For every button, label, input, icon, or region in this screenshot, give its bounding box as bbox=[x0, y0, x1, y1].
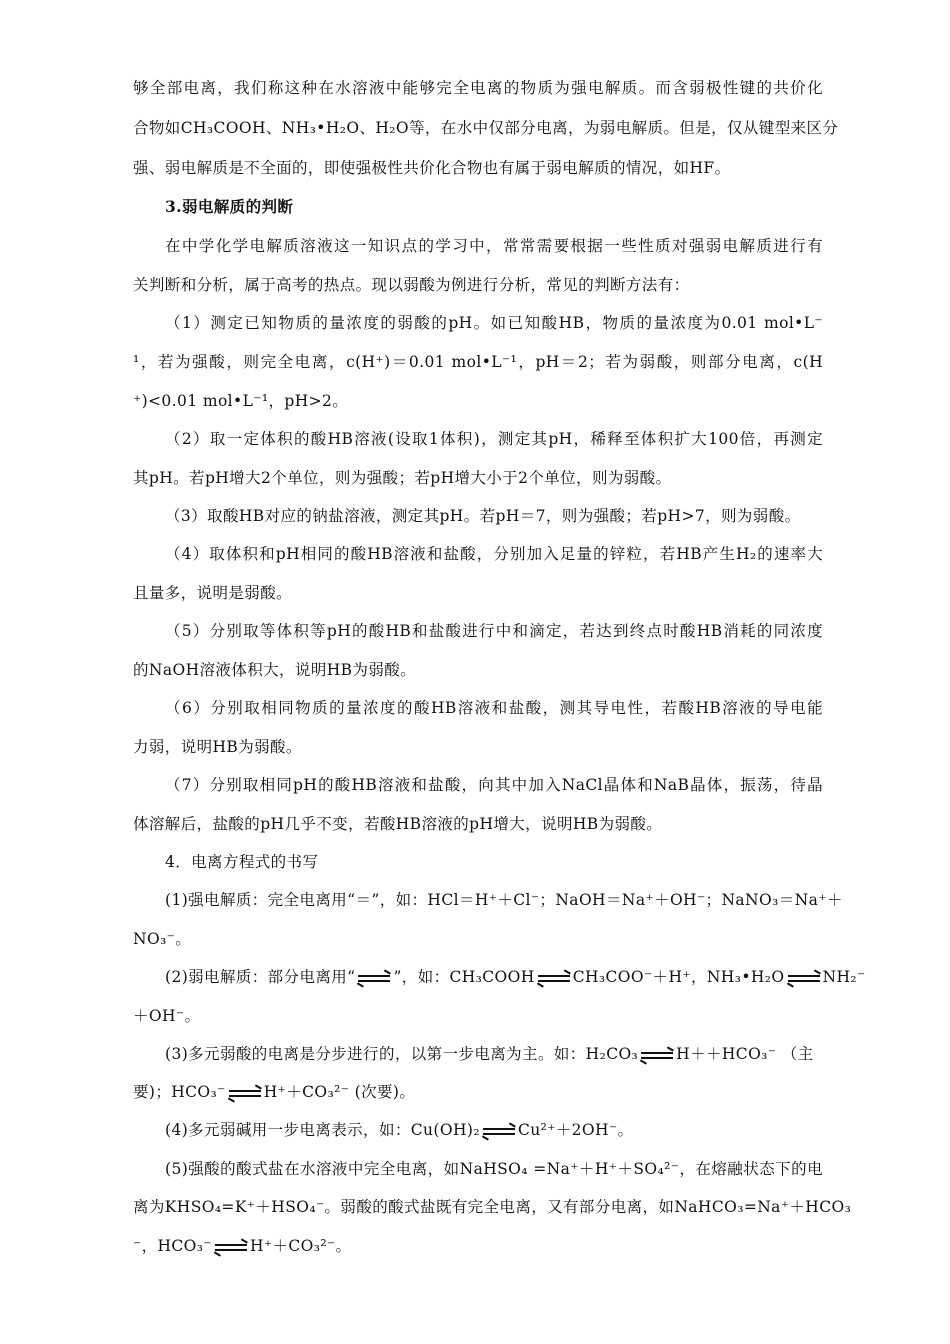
equation-text: 要)；HCO₃⁻ bbox=[133, 1083, 226, 1101]
section-heading: 3.弱电解质的判断 bbox=[165, 197, 294, 216]
method-line: （7）分别取相同pH的酸HB溶液和盐酸，向其中加入NaCl晶体和NaB晶体，振荡，待晶 bbox=[165, 776, 823, 794]
method-line: （1）测定已知物质的量浓度的弱酸的pH。如已知酸HB，物质的量浓度为0.01 mol•L⁻ bbox=[165, 314, 823, 332]
method-line: （5）分别取等体积等pH的酸HB和盐酸进行中和滴定，若达到终点时酸HB消耗的同浓度 bbox=[165, 622, 823, 640]
reversible-arrow-icon bbox=[639, 1050, 675, 1060]
method-line: 体溶解后，盐酸的pH几乎不变，若酸HB溶液的pH增大，说明HB为弱酸。 bbox=[133, 815, 663, 833]
equation-text: NH₂⁻ bbox=[822, 968, 866, 986]
equation-text: CH₃COO⁻＋H⁺，NH₃•H₂O bbox=[572, 968, 785, 986]
equation-text: ”，如：CH₃COOH bbox=[393, 968, 535, 986]
reversible-arrow-icon bbox=[356, 973, 392, 983]
equation-line bbox=[165, 1120, 823, 1140]
reversible-arrow-icon bbox=[227, 1088, 263, 1098]
method-line: 其pH。若pH增大2个单位，则为强酸；若pH增大小于2个单位，则为弱酸。 bbox=[133, 469, 672, 487]
method-line: （6）分别取相同物质的量浓度的酸HB溶液和盐酸，测其导电性，若酸HB溶液的导电能 bbox=[165, 699, 823, 717]
reversible-arrow-icon bbox=[213, 1242, 249, 1252]
method-line: （4）取体积和pH相同的酸HB溶液和盐酸，分别加入足量的锌粒，若HB产生H₂的速率大 bbox=[165, 545, 823, 563]
equation-text: (2)弱电解质：部分电离用“ bbox=[165, 968, 356, 986]
equation-text: H＋＋HCO₃⁻ （主 bbox=[676, 1045, 814, 1063]
reversible-arrow-icon bbox=[536, 973, 572, 983]
method-line: （3）取酸HB对应的钠盐溶液，测定其pH。若pH＝7，则为强酸；若pH>7，则为弱酸。 bbox=[165, 507, 801, 525]
method-line: ¹，若为强酸，则完全电离，c(H⁺)＝0.01 mol•L⁻¹，pH＝2；若为弱酸，则部分电离，c(H bbox=[133, 353, 823, 371]
section-heading: 4．电离方程式的书写 bbox=[165, 853, 319, 871]
paragraph-line: 强、弱电解质是不全面的，即使强极性共价化合物也有属于弱电解质的情况，如HF。 bbox=[133, 159, 731, 177]
method-line: ⁺)<0.01 mol•L⁻¹，pH>2。 bbox=[133, 392, 349, 410]
equation-text: H⁺＋CO₃²⁻。 bbox=[249, 1237, 352, 1255]
equation-text: ⁻，HCO₃⁻ bbox=[133, 1237, 212, 1255]
equation-line: (5)强酸的酸式盐在水溶液中完全电离，如NaHSO₄ =Na⁺＋H⁺＋SO₄²⁻，在熔融状态下的电 bbox=[165, 1160, 823, 1178]
paragraph-line: 关判断和分析，属于高考的热点。现以弱酸为例进行分析，常见的判断方法有： bbox=[133, 276, 690, 294]
method-line: 力弱，说明HB为弱酸。 bbox=[133, 738, 302, 756]
equation-text: (4)多元弱碱用一步电离表示，如：Cu(OH)₂ bbox=[165, 1121, 480, 1139]
equation-line bbox=[165, 967, 866, 987]
method-line: 且量多，说明是弱酸。 bbox=[133, 584, 293, 602]
equation-line: 离为KHSO₄=K⁺＋HSO₄⁻。弱酸的酸式盐既有完全电离，又有部分电离，如NaHCO₃=Na⁺＋HCO₃ bbox=[133, 1198, 852, 1216]
method-line: （2）取一定体积的酸HB溶液(设取1体积)，测定其pH，稀释至体积扩大100倍，再测定 bbox=[165, 430, 823, 448]
reversible-arrow-icon bbox=[481, 1126, 517, 1136]
paragraph-line: 在中学化学电解质溶液这一知识点的学习中，常常需要根据一些性质对强弱电解质进行有 bbox=[165, 237, 823, 255]
equation-text: Cu²⁺＋2OH⁻。 bbox=[517, 1121, 634, 1139]
paragraph-line: 合物如CH₃COOH、NH₃•H₂O、H₂O等，在水中仅部分电离，为弱电解质。但是，仅从键型来区分 bbox=[133, 119, 839, 137]
paragraph-line: 够全部电离，我们称这种在水溶液中能够完全电离的物质为强电解质。而含弱极性键的共价化 bbox=[133, 79, 823, 97]
equation-text: H⁺＋CO₃²⁻ (次要)。 bbox=[263, 1083, 416, 1101]
equation-line bbox=[133, 1082, 823, 1102]
equation-text: (3)多元弱酸的电离是分步进行的，以第一步电离为主。如：H₂CO₃ bbox=[165, 1045, 639, 1063]
equation-line bbox=[133, 1236, 823, 1256]
equation-line bbox=[165, 1044, 823, 1064]
method-line: 的NaOH溶液体积大，说明HB为弱酸。 bbox=[133, 661, 417, 679]
reversible-arrow-icon bbox=[786, 973, 822, 983]
equation-line: (1)强电解质：完全电离用“＝”，如：HCl＝H⁺＋Cl⁻；NaOH＝Na⁺＋OH⁻；NaNO₃＝Na⁺＋ bbox=[165, 891, 843, 909]
equation-line: ＋OH⁻。 bbox=[133, 1007, 201, 1025]
equation-line: NO₃⁻。 bbox=[133, 930, 192, 948]
